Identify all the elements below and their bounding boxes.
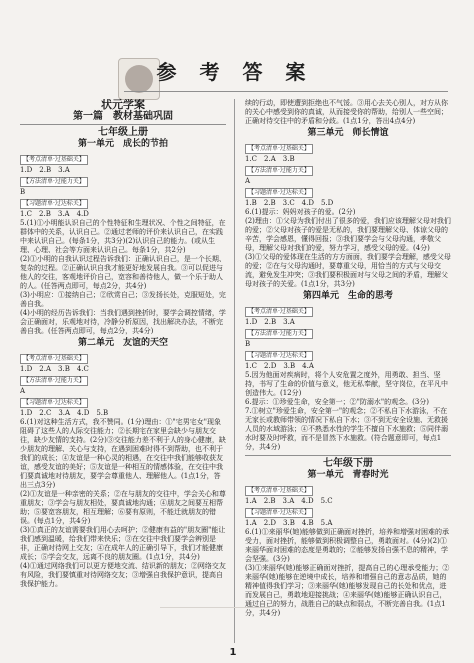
section-label: 【考点清单·过基础关】 <box>245 486 313 496</box>
section-label: 【方法清单·过能力关】 <box>20 376 88 386</box>
answer-paragraph: 6.提示：①珍爱生命，安全第一；②"防溺水"的观念。(3分) <box>245 398 430 406</box>
answer-paragraph: 6.(1)对这种生活方式，我不赞同。(1分)理由：①"宅男宅女"现象阻碍了这些人的人际交往能力；②长期宅在家里会缺少与朋友交往，缺少友情的支持。(2分)③交往能力差不利于人的身心健康，缺少朋友的理解、关心与支持，在遇到困难时得不到帮助，也不利于我们的成长；④友谊是一种心灵的相遇，在交往中我们能够收获友谊，感受友谊的美好；⑤友谊是一种相互的情感体验，在交往中我们要真诚地对待朋友，要学会尊重他人、理解他人。(1点1分，答出三点3分) <box>20 418 226 489</box>
section-label: 【方法清单·过能力关】 <box>245 166 313 176</box>
answer-line: B <box>20 188 26 196</box>
answer-paragraph: (2)①小明的自我认识过程告诉我们：正确认识自己，是一个长期、复杂的过程。②正确认识自我才能更好地发展自我。③可以促进与他人的交往，客观地评价自己，宽容和善待他人，做一个乐于助人的人。(任答两点即可，每点2分，共4分) <box>20 255 226 290</box>
unit-title: 第二单元 友谊的天空 <box>77 338 168 348</box>
answer-paragraph: 5.因为他面对疾病时，将个人安危置之度外，用勇敢、担当、坚持，书写了生命的价值与意义，他无私奉献，坚守岗位，在平凡中创造伟大。(12分) <box>245 371 448 397</box>
answer-paragraph: (4)小明的经历告诉我们：当我们遇到挫折时，要学会调控情绪，学会正确面对，乐观地对待，冷静分析原因，找出解决办法，不断完善自我。(任答两点即可，每点2分，共4分) <box>20 309 226 335</box>
answer-paragraph: (4)①通过网络我们可以更方便地交流、结识新的朋友；②网络交友有风险，我们要慎重对待网络交友；③增强自我保护意识，提高自我保护能力。 <box>20 562 226 588</box>
answer-line: 1.A 2.B 3.A 4.D 5.C <box>245 497 333 505</box>
unit-title: 第一单元 成长的节拍 <box>77 139 168 149</box>
answer-paragraph: (2)①友谊是一种亲密的关系；②在与朋友的交往中，学会关心和尊重朋友；③学会与朋友相处，要真诚地沟通；④朋友之间要互相帮助；⑤要宽容朋友，相互理解；⑥要有原则，不能迁就朋友的错误。(每点1分，共4分) <box>20 490 226 525</box>
section-separator <box>245 455 451 456</box>
unit-title: 第四单元 生命的思考 <box>302 291 393 301</box>
answer-line: 1.A 2.D 3.B 4.B 5.A <box>245 519 333 527</box>
brand-title: 状元学案 <box>101 99 145 111</box>
answer-line: 1.D 2.C 3.A 4.D 5.B <box>20 409 109 417</box>
section-label: 【习题清单·过达标关】 <box>245 188 313 198</box>
section-label: 【习题清单·过达标关】 <box>245 508 313 518</box>
answer-line: B <box>245 340 251 348</box>
title-underline <box>124 91 448 92</box>
answer-paragraph: (3)小明应：①接纳自己；②欣赏自己；③发扬长处，克服短处，完善自我。 <box>20 291 226 308</box>
answer-paragraph: 6.(1)①来丽华(她)能够做到正确面对挫折，培养和增强对困难的承受力，面对挫折，能够做到积极调整自己，勇敢面对。(4分)(2)①来丽华面对困难的态度是勇敢的；②能够发扬自强不息的精神，学会坚强。(3分) <box>245 528 450 563</box>
watermark-area <box>160 607 270 634</box>
answer-paragraph: (2)理由：①父母为我们付出了很多的爱，我们应该理解父母对我们的爱；②父母对孩子的爱是无私的，我们要理解父母、体谅父母的辛苦，学会感恩，懂得回报；③我们要学会与父母沟通，孝敬父母，理解父母对我们的爱，努力学习，感受父母的爱。(4分) <box>245 217 451 252</box>
answer-line: 1.C 2.B 3.A 4.D <box>20 210 89 218</box>
answer-paragraph: 6.(1)提示：妈妈对孩子的爱。(2分) <box>245 208 356 216</box>
part-title: 第一篇 教材基础巩固 <box>73 111 173 122</box>
answer-line: 1.D 2.B 3.A <box>20 166 70 174</box>
page-number: 1 <box>229 647 237 658</box>
answer-paragraph: 续的行动，即使遭到拒绝也不气馁。③用心去关心别人，对方从你的关心中感受到你的真诚，从而接受你的帮助，给别人一些空间；正确对待交往中的矛盾和分歧。(1点1分，答出4点4分) <box>245 99 448 125</box>
answer-line: 1.B 2.B 3.C 4.D 5.D <box>245 199 334 207</box>
section-label: 【习题清单·过达标关】 <box>20 398 88 408</box>
section-label: 【习题清单·过达标关】 <box>20 199 88 209</box>
answer-line: 1.D 2.A 3.B 4.C <box>20 365 89 373</box>
left-column <box>20 99 226 643</box>
answer-line: A <box>245 177 251 185</box>
answer-paragraph: (3)①来丽华(她)能够正确面对挫折，提高自己的心理承受能力；②来丽华(她)能够在逆境中成长，培养和增强自己的意志品质，她的精神值得我们学习；③来丽华(她)能够发现自己的长处和优点，进而发展自己，勇敢地迎接挑战；④来丽华(她)能够正确认识自己，通过自己的努力，战胜自己的缺点和弱点，不断完善自我。(1点1分，共4分) <box>245 564 450 617</box>
section-separator <box>20 124 226 125</box>
right-column <box>245 99 451 643</box>
column-divider <box>234 99 235 643</box>
grade-title: 七年级上册 <box>98 127 148 138</box>
section-label: 【习题清单·过达标关】 <box>245 351 313 361</box>
section-label: 【考点清单·过基础关】 <box>245 144 313 154</box>
section-label: 【考点清单·过基础关】 <box>20 354 88 364</box>
answer-paragraph: (3)①父母的爱体现在生活的方方面面，我们要学会理解，感受父母的爱；②在与父母沟通时，要尊重父母，用恰当的方式与父母交流，避免发生冲突；③我们要积极面对与父母之间的矛盾，理解父母对孩子的关爱。(1点1分，共3分) <box>245 253 451 288</box>
unit-title: 第一单元 青春时光 <box>307 470 389 480</box>
publisher-logo <box>118 58 160 100</box>
section-label: 【方法清单·过能力关】 <box>245 329 313 339</box>
unit-title: 第三单元 师长情谊 <box>307 128 389 138</box>
answer-line: A <box>20 387 26 395</box>
grade-title: 七年级下册 <box>323 458 373 469</box>
answer-paragraph: 7.①树立"珍爱生命，安全第一"的观念；②不私自下水游泳，不在无家长或教师带领的情况下私自下水；③不到无安全设施、无救援人员的水域游泳；④不熟悉水性的学生不擅自下水施救；⑤同伴溺水时要及时呼救，而不是冒然下水施救。(符合题意即可，每点1分，共4分) <box>245 407 448 451</box>
answer-line: 1.C 2.D 3.B 4.A <box>245 362 314 370</box>
answer-paragraph: 5.(1)①小明能认识自己的个性特征和生理状况、个性之间特征，在群体中的关系，认识自己。②通过老师的评价来认识自己，在实践中来认识自己。(每条1分，共3分)(2)认识自己的能力。(或从生理、心理、社会等方面来认识自己。每条1分，共2分) <box>20 219 226 254</box>
answer-paragraph: (3)①真正的友谊需要我们用心去呵护；②健康有益的"朋友圈"能让我们感到温暖，给我们带来快乐；③在交往中我们要学会辨别是非，正确对待网上交友；④在成年人的正确引导下，我们才能健康成长；⑤学会交友，远离不良的朋友圈。(1点1分，共4分) <box>20 526 226 561</box>
section-label: 【考点清单·过基础关】 <box>245 307 313 317</box>
section-label: 【考点清单·过基础关】 <box>20 155 88 165</box>
section-label: 【方法清单·过能力关】 <box>20 177 88 187</box>
answer-line: 1.C 2.A 3.B <box>245 155 295 163</box>
answer-line: 1.D 2.B 3.A <box>245 318 295 326</box>
page-title: 参 考 答 案 <box>156 59 314 84</box>
